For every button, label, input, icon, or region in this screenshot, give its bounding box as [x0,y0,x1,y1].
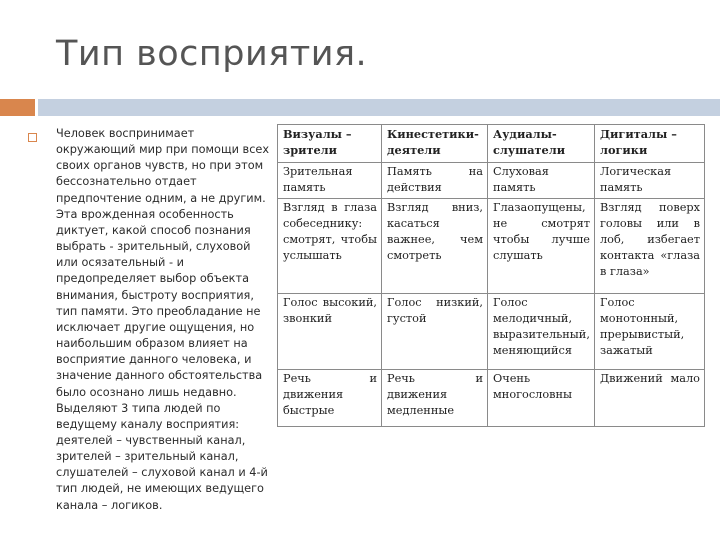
cell-line: Речь и [387,372,483,385]
table-row [278,294,705,370]
bullet-text-line: Человек воспринимает [56,127,195,140]
table-row [278,199,705,294]
cell-line: действия [387,181,442,194]
table-cell [595,163,705,199]
slide-title: Тип восприятия. [56,34,368,74]
cell-line: головы или в [600,217,700,230]
cell-line: логики [600,143,648,157]
bullet-text-line: предпочтение одним, а не другим. [56,191,266,205]
cell-line: память [600,181,643,194]
bullet-text-line: исключает другие ощущения, но [56,320,255,334]
cell-line: монотонный, [600,312,679,325]
cell-line: Движений мало [600,372,700,385]
cell-line: выразительный, [493,328,590,341]
cell-line: Визуалы – [283,127,352,141]
table-cell [278,163,382,199]
table-cell [278,294,382,370]
bullet-text-line: ведущему каналу восприятия: [56,417,240,431]
bullet-text-line: выбрать - зрительный, слуховой [56,240,251,254]
table-cell [278,370,382,427]
table-row [278,370,705,427]
cell-line: Речь и [283,372,377,385]
cell-line: Зрительная [283,165,353,178]
header-cell [595,125,705,163]
table-cell [595,294,705,370]
table-cell [278,199,382,294]
cell-line: Дигиталы – [600,127,677,141]
bullet-text-line: Выделяют 3 типа людей по [56,401,221,415]
cell-line: Очень [493,372,531,385]
accent-bar-orange [0,99,35,116]
bullet-text-line: бессознательно отдает [56,175,197,189]
table-cell [595,370,705,427]
bullet-text-line: канала – логиков. [56,498,163,512]
bullet-text-line: восприятие данного человека, и [56,353,252,367]
cell-line: память [493,181,536,194]
cell-line: зажатый [600,344,653,357]
bullet-text-line: зрителей – зрительный канал, [56,450,239,464]
bullet-text-line: Эта врожденная особенность [56,207,234,221]
bullet-text-line: тип памяти. Это преобладание не [56,304,261,318]
cell-line: движения [283,388,344,401]
cell-line: слушать [493,249,543,262]
cell-line: услышать [283,249,342,262]
table-row [278,163,705,199]
bullet-text-line: окружающий мир при помощи всех [56,143,270,157]
table-cell [382,163,488,199]
table-header-row [278,125,705,163]
cell-line: чтобы лучше [493,233,590,246]
cell-line: многословны [493,388,573,401]
cell-line: Глазаопущены, [493,201,586,214]
bullet-text-line: тип людей, не имеющих ведущего [56,482,264,496]
cell-line: смотреть [387,249,442,262]
cell-line: контакта «глаза [600,249,700,262]
cell-line: Голос [600,296,635,309]
table-cell [382,199,488,294]
cell-line: движения [387,388,448,401]
bullet-paragraph [56,126,274,514]
header-cell [382,125,488,163]
bullet-text-line: диктует, какой способ познания [56,223,251,237]
cell-line: Взгляд поверх [600,201,700,214]
header-cell [278,125,382,163]
bullet-text-line: было осознано лишь недавно. [56,385,237,399]
bullet-text-line: внимания, быстроту восприятия, [56,288,254,302]
cell-line: Голос [493,296,528,309]
cell-line: важнее, чем [387,233,483,246]
cell-line: память [283,181,326,194]
perception-types-table [277,124,705,427]
cell-line: Аудиалы- [493,127,557,141]
bullet-text-line: своих органов чувств, но при этом [56,159,264,173]
cell-line: звонкий [283,312,332,325]
bullet-text-line: наибольшим образом влияет на [56,337,248,351]
cell-line: Логическая [600,165,672,178]
cell-line: Взгляд в глаза [283,201,377,214]
table-cell [382,294,488,370]
table-cell [595,199,705,294]
cell-line: Голос низкий, [387,296,483,309]
cell-line: Взгляд вниз, [387,201,483,214]
cell-line: не смотрят [493,217,590,230]
table-cell [382,370,488,427]
bullet-text-line: предопределяет выбор объекта [56,272,249,286]
square-bullet-icon [28,133,37,142]
cell-line: лоб, избегает [600,233,700,246]
bullet-text-line: деятелей – чувственный канал, [56,433,246,447]
accent-bar-blue [38,99,720,116]
cell-line: Голос высокий, [283,296,377,309]
table-cell [488,294,595,370]
bullet-text-line: значение данного обстоятельства [56,369,263,383]
cell-line: касаться [387,217,440,230]
cell-line: быстрые [283,404,335,417]
bullet-text-line: или осязательный - и [56,256,185,270]
cell-line: в глаза» [600,265,650,278]
cell-line: густой [387,312,427,325]
cell-line: меняющийся [493,344,572,357]
table-cell [488,370,595,427]
cell-line: слушатели [493,143,566,157]
table-cell [488,163,595,199]
cell-line: мелодичный, [493,312,573,325]
header-cell [488,125,595,163]
cell-line: смотрят, чтобы [283,233,377,246]
cell-line: Кинестетики- [387,127,479,141]
cell-line: Слуховая [493,165,549,178]
cell-line: медленные [387,404,455,417]
cell-line: деятели [387,143,441,157]
cell-line: зрители [283,143,338,157]
cell-line: Память на [387,165,483,178]
bullet-text-line: слушателей – слуховой канал и 4-й [56,466,268,480]
table-cell [488,199,595,294]
cell-line: прерывистый, [600,328,685,341]
cell-line: собеседнику: [283,217,363,230]
